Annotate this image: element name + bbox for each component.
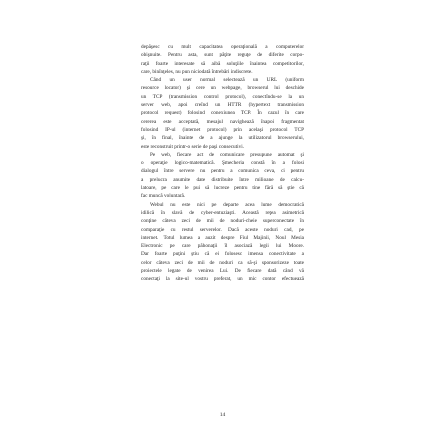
text-line: cererea este acceptată, mesajul navighează înapoi fragmentat: [141, 118, 304, 125]
text-line: celor câteva zeci de mii de noduri ca să-şi sponsorizeze toate: [141, 259, 304, 266]
text-column: [141, 43, 304, 284]
text-line: Pe web, fiecare act de comunicare presupune automat şi: [150, 151, 304, 158]
text-line: Webul nu este nici pe departe acea lume democratică: [150, 201, 304, 208]
text-line: resource locator) şi cere un webpage, browserul lui deschide: [141, 85, 304, 92]
text-line: latoare, pe care le pui să lucreze pentru tine fără să ştie că: [141, 185, 304, 192]
text-line: Electronic pe care păhonaţii îl asociază legii lui Moore.: [141, 243, 304, 250]
paragraph: [141, 151, 304, 201]
text-line: un TCP (transmission control protocol), conectîndu-se la un: [141, 93, 304, 100]
text-line: şi, în final, înainte de a ajunge la utilizatorul browserului,: [141, 135, 304, 142]
paragraph: [141, 43, 304, 76]
text-line: este reconstruit printr-o serie de paşi consecutivi.: [141, 143, 244, 150]
text-line: protocol request) folosind conexiunea TCP. În cazul în care: [141, 110, 304, 117]
text-line: care, binînţeles, nu pun niciodată întrebări indiscrete.: [141, 68, 253, 75]
text-line: a prelucra anumite date distribuite între milioane de calcu-: [141, 176, 304, 183]
page-number: 14: [219, 412, 226, 418]
text-line: depăşesc cu mult capacitatea operaţională a computerelor: [141, 44, 304, 50]
paragraph: [141, 201, 304, 284]
paragraph: [141, 76, 304, 151]
text-line: obişnuite. Pentru asta, sunt păţite reguţe de diferite corpo-: [141, 52, 304, 59]
text-line: proiectele legate de venirea Lui. De fiecare dată când vă: [141, 268, 304, 275]
text-line: o operaţie logico-matematică. Şmecheria constă în a folosi: [141, 160, 304, 167]
text-line: server web, apoi creînd un HTTR (hypertext transmission: [141, 102, 304, 109]
text-line: conectaţi la site-ul vostru preferat, un mic contor efectuează: [141, 276, 304, 283]
text-line: Când un user normal selectează un URL (uniform: [150, 77, 304, 84]
text-line: fac muncă voluntară.: [141, 193, 186, 200]
text-line: internet. Totul lumea a auzit despre Fiul Majinii, Noul Mesia: [141, 234, 304, 241]
text-line: comparaţie cu restul serverelor. Dacă aceste noduri cad, pe: [141, 226, 304, 233]
text-line: idilică în slavă de cyber-entuziaşti. Această reţea asimetrică: [141, 209, 304, 216]
text-line: folosind IP-ul (internet protocol) prin acelaşi protocol TCP: [141, 126, 304, 133]
text-line: dialogul între servere nu pentru a comunica ceva, ci pentru: [141, 168, 304, 175]
text-line: conţine câteva zeci de mii de noduri-cheie superconectate în: [141, 218, 304, 225]
text-line: raţii foarte interesate să aibă soluţiile înaintea competitorilor,: [141, 60, 304, 67]
text-line: Dar foarte puţini ştiu că ei folosesc imensa conectivitate a: [141, 251, 304, 258]
